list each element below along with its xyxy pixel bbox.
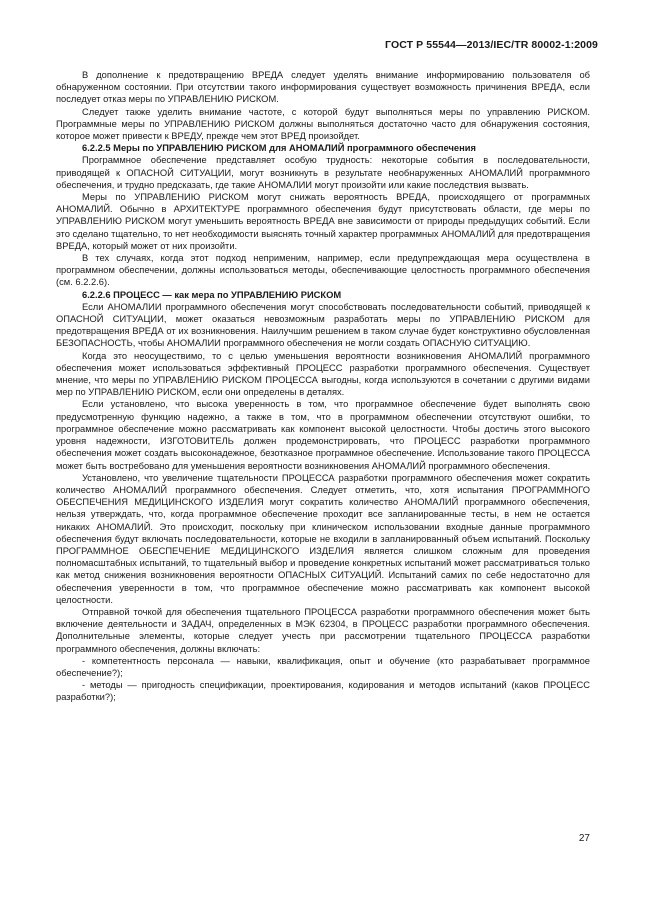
paragraph: Установлено, что увеличение тщательности ПРОЦЕССА разработки программного обеспечения может сократить количество АНОМАЛИЙ программного обеспечения. Следует отметить, что, хотя испытания ПРОГРАММНОГО ОБЕСПЕЧЕНИЯ МЕДИЦИНСКОГО ИЗДЕЛИЯ могут сократить количество АНОМАЛИЙ программного обеспечения, нельзя утверждать, что, когда программное обеспечение проходит все запланированные тесты, в нем не остается никаких АНОМАЛИЙ. Это происходит, поскольку при клиническом использовании входные данные программного обеспечения будут включать последовательности, которые не входили в запланированный объем испытаний. Поскольку ПРОГРАММНОЕ ОБЕСПЕЧЕНИЕ МЕДИЦИНСКОГО ИЗДЕЛИЯ является слишком сложным для проведения полномасштабных испытаний, то тщательный выбор и проведение конкретных испытаний может рассматриваться только как метод снижения возникновения вероятности ОПАСНЫХ СИТУАЦИЙ. Испытаний самих по себе недостаточно для обеспечения уверенности в том, что программное обеспечение можно рассматривать как компонент высокой целостности. <box>56 472 590 605</box>
paragraph: В дополнение к предотвращению ВРЕДА следует уделять внимание информированию пользователя об обнаруженном состоянии. При отсутствии такого информирования существует возможность причинения ВРЕДА, если последует отказ меры по УПРАВЛЕНИЮ РИСКОМ. <box>56 70 590 105</box>
section-heading: 6.2.2.6 ПРОЦЕСС — как мера по УПРАВЛЕНИЮ РИСКОМ <box>82 289 342 300</box>
list-item: - компетентность персонала — навыки, квалификация, опыт и обучение (кто разрабатывает программное обеспечение?); <box>56 655 590 678</box>
document-header: ГОСТ Р 55544—2013/IEC/TR 80002-1:2009 <box>385 39 598 51</box>
paragraph: В тех случаях, когда этот подход неприменим, например, если предупреждающая мера осуществлена в программном обеспечении, должны использоваться методы, обеспечивающие целостность программного обеспечения (см. 6.2.2.6). <box>56 253 590 288</box>
paragraph: Следует также уделить внимание частоте, с которой будут выполняться меры по управлению РИСКОМ. Программные меры по УПРАВЛЕНИЮ РИСКОМ должны выполняться достаточно часто для обнаружения состояния, которое может привести к ВРЕДУ, прежде чем этот ВРЕД произойдет. <box>56 106 590 142</box>
section-heading: 6.2.2.5 Меры по УПРАВЛЕНИЮ РИСКОМ для АНОМАЛИЙ программного обеспечения <box>82 143 476 154</box>
paragraph: Отправной точкой для обеспечения тщательного ПРОЦЕССА разработки программного обеспечения может быть включение деятельности и ЗАДАЧ, определенных в МЭК 62304, в ПРОЦЕСС разработки программного обеспечения. Дополнительные элементы, которые следует учесть при рассмотрении тщательного ПРОЦЕССА разработки программного обеспечения, должны включать: <box>56 606 590 654</box>
page-body <box>56 69 590 704</box>
paragraph: Если АНОМАЛИИ программного обеспечения могут способствовать последовательности событий, приводящей к ОПАСНОЙ СИТУАЦИИ, может оказаться невозможным разработать меры по УПРАВЛЕНИЮ РИСКОМ для предотвращения ВРЕДА от их возникновения. Наилучшим решением в таком случае будет конструктивно обусловленная БЕЗОПАСНОСТЬ, чтобы АНОМАЛИИ программного обеспечения не могли создать ОПАСНУЮ СИТУАЦИЮ. <box>56 301 590 349</box>
paragraph: Программное обеспечение представляет особую трудность: некоторые события в последовательности, приводящей к ОПАСНОЙ СИТУАЦИИ, могут возникнуть в результате необнаруженных АНОМАЛИЙ программного обеспечения, и трудно предсказать, где такие АНОМАЛИИ могут произойти или какие последствия вызвать. <box>56 155 590 190</box>
list-item: - методы — пригодность спецификации, проектирования, кодирования и методов испытаний (каков ПРОЦЕСС разработки?); <box>56 680 590 703</box>
paragraph: Когда это неосуществимо, то с целью уменьшения вероятности возникновения АНОМАЛИЙ программного обеспечения может использоваться эффективный ПРОЦЕСС разработки программного обеспечения. Существует мнение, что меры по УПРАВЛЕНИЮ РИСКОМ ПРОЦЕССА выгодны, когда используются в сочетании с другими видами мер по УПРАВЛЕНИЮ РИСКОМ, если они определены в деталях. <box>56 350 590 398</box>
paragraph: Меры по УПРАВЛЕНИЮ РИСКОМ могут снижать вероятность ВРЕДА, происходящего от программных АНОМАЛИЙ. Обычно в АРХИТЕКТУРЕ программного обеспечения будут присутствовать области, где меры по УПРАВЛЕНИЮ РИСКОМ могут уменьшить вероятность ВРЕДА вне зависимости от природы предыдущих событий. Если это сделано тщательно, то нет необходимости выяснять точный характер программных АНОМАЛИЙ для предотвращения ВРЕДА, который может от них произойти. <box>56 192 590 251</box>
paragraph: Если установлено, что высока уверенность в том, что программное обеспечение будет выполнять свою предусмотренную функцию надежно, а также в том, что в программном обеспечении отсутствуют ошибки, то программное обеспечение можно рассматривать как компонент высокой целостности. Чтобы достичь этого высокого уровня надежности, ИЗГОТОВИТЕЛЬ должен продемонстрировать, что ПРОЦЕСС разработки программного обеспечения может создать высоконадежное, безотказное программное обеспечение. Использование такого ПРОЦЕССА может быть востребовано для уменьшения вероятности возникновения АНОМАЛИЙ программного обеспечения. <box>56 399 590 471</box>
page-number: 27 <box>578 833 590 844</box>
